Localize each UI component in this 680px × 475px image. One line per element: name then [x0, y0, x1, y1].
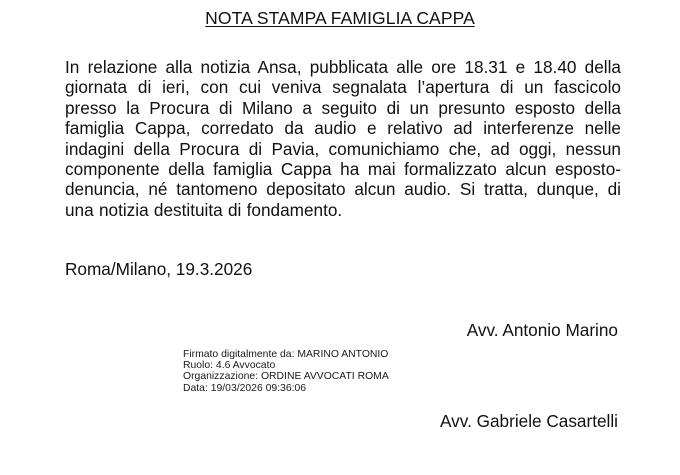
signature-organization: Organizzazione: ORDINE AVVOCATI ROMA	[183, 371, 389, 383]
signature-signed-by: Firmato digitalmente da: MARINO ANTONIO	[183, 349, 389, 360]
signer-antonio-marino: Avv. Antonio Marino	[466, 320, 618, 340]
document-title	[0, 8, 680, 29]
signer-gabriele-casartelli: Avv. Gabriele Casartelli	[440, 411, 618, 431]
digital-signature-block	[183, 349, 389, 394]
signature-date: Data: 19/03/2026 09:36:06	[183, 382, 307, 394]
document-title-text: NOTA STAMPA FAMIGLIA CAPPA	[205, 8, 475, 28]
place-date: Roma/Milano, 19.3.2026	[65, 259, 253, 279]
body-paragraph: In relazione alla notizia Ansa, pubblicata alle ore 18.31 e 18.40 della giornata di ieri, con cui veniva segnalata l’apertura di un fascicolo presso la Procura di Milano a seguito di un presunto esposto della famiglia Cappa, corredato da audio e relativo ad interferenze nelle indagini della Procura di Pavia, comunichiamo che, ad oggi, nessun componente della famiglia Cappa ha mai formalizzato alcun esposto-denuncia, né tantomeno depositato alcun audio. Si tratta, dunque, di una notizia destituita di fondamento.	[65, 57, 621, 220]
signature-role: Ruolo: 4.6 Avvocato	[183, 360, 276, 372]
